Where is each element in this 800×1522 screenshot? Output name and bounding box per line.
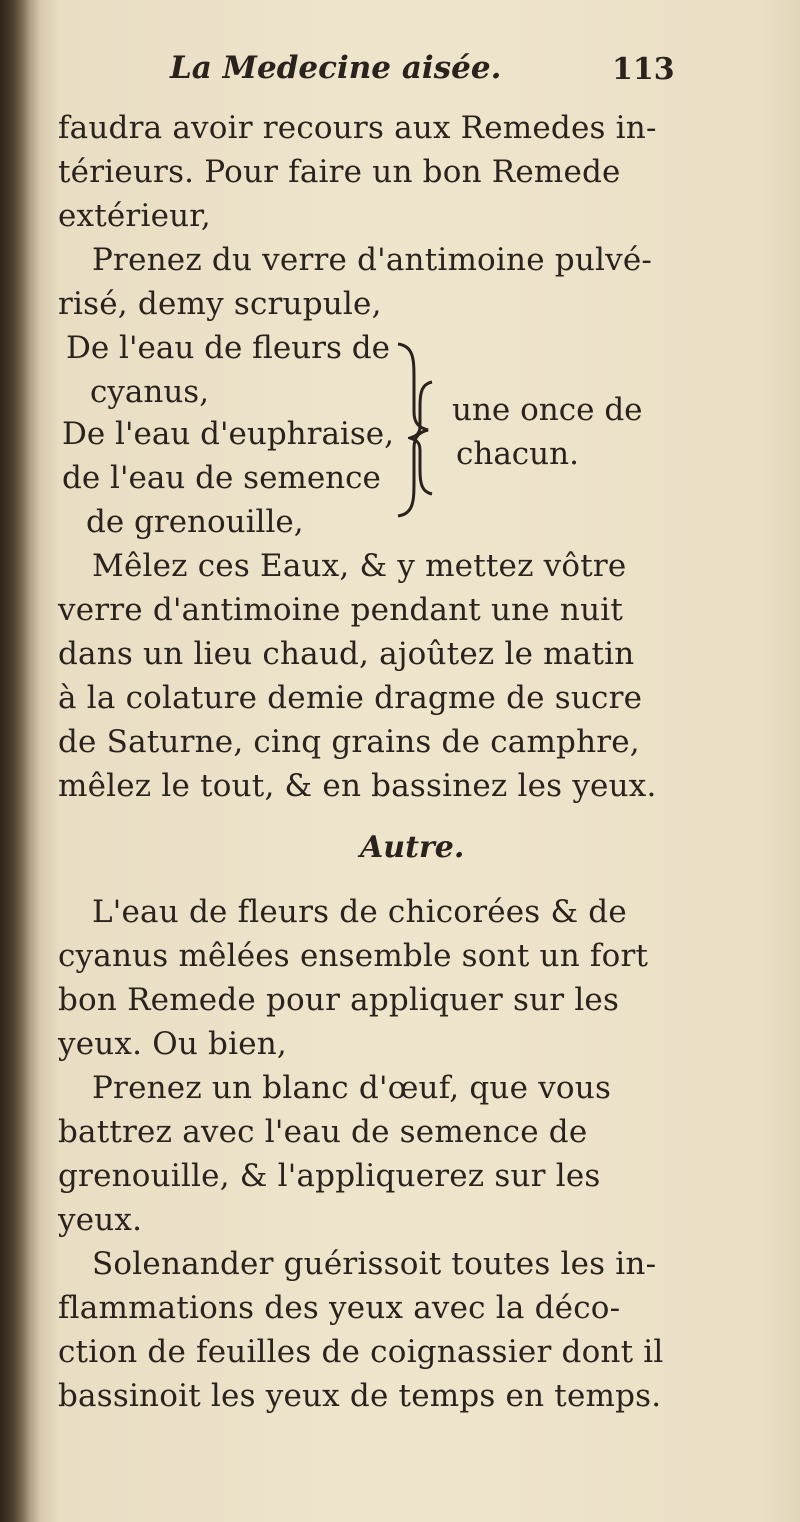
text-line: bon Remede pour appliquer sur les (58, 982, 620, 1018)
page-number: 113 (612, 52, 675, 87)
text-line: Mêlez ces Eaux, & y mettez vôtre (92, 548, 627, 584)
text-line: térieurs. Pour faire un bon Remede (58, 154, 621, 190)
text-line: extérieur, (58, 198, 211, 234)
recipe-item: De l'eau de fleurs de (66, 330, 390, 366)
text-line: verre d'antimoine pendant une nuit (58, 592, 624, 628)
text-line: yeux. (58, 1202, 143, 1238)
recipe-item: De l'eau d'euphraise, (62, 416, 394, 452)
section-heading: Autre. (360, 830, 465, 865)
text-line: de Saturne, cinq grains de camphre, (58, 724, 640, 760)
text-line: mêlez le tout, & en bassinez les yeux. (58, 768, 657, 804)
text-line: risé, demy scrupule, (58, 286, 382, 322)
right-brace-icon (408, 378, 436, 498)
running-head-title: La Medecine aisée. (170, 50, 502, 86)
text-line: Prenez du verre d'antimoine pulvé- (92, 242, 653, 278)
text-line: ction de feuilles de coignassier dont il (58, 1334, 664, 1370)
text-line: cyanus mêlées ensemble sont un fort (58, 938, 649, 974)
recipe-item: de l'eau de semence (62, 460, 381, 496)
text-line: Solenander guérissoit toutes les in- (92, 1246, 657, 1282)
text-line: flammations des yeux avec la déco- (58, 1290, 621, 1326)
text-line: bassinoit les yeux de temps en temps. (58, 1378, 662, 1414)
recipe-dose: une once de (452, 392, 643, 428)
recipe-item: cyanus, (90, 374, 210, 410)
gutter-shadow (0, 0, 40, 1522)
text-line: yeux. Ou bien, (58, 1026, 287, 1062)
text-line: Prenez un blanc d'œuf, que vous (92, 1070, 612, 1106)
text-line: grenouille, & l'appliquerez sur les (58, 1158, 601, 1194)
recipe-dose: chacun. (456, 436, 579, 472)
text-line: à la colature demie dragme de sucre (58, 680, 643, 716)
text-line: battrez avec l'eau de semence de (58, 1114, 588, 1150)
recipe-item: de grenouille, (86, 504, 304, 540)
text-line: dans un lieu chaud, ajoûtez le matin (58, 636, 635, 672)
text-line: L'eau de fleurs de chicorées & de (92, 894, 627, 930)
text-line: faudra avoir recours aux Remedes in- (58, 110, 657, 146)
